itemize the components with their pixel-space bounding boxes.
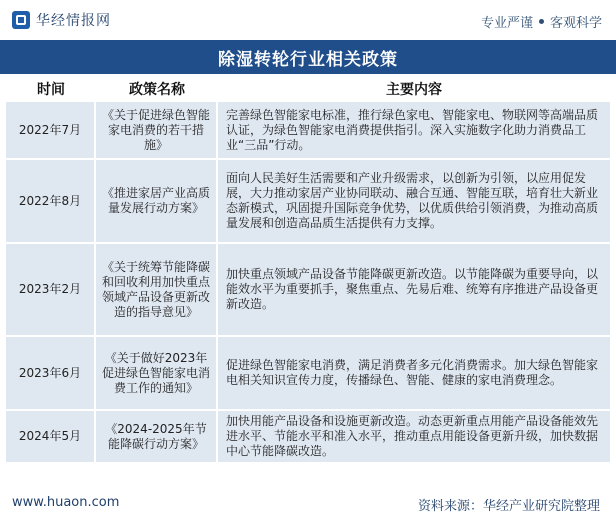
row-date: 2022年7月 [6, 102, 96, 158]
top-bar [0, 0, 616, 40]
row-date: 2022年8月 [6, 160, 96, 242]
row-policy-name: 《2024-2025年节能降碳行动方案》 [96, 411, 218, 462]
row-date: 2023年6月 [6, 337, 96, 409]
footer-url: www.huaon.com [12, 495, 120, 510]
row-content: 完善绿色智能家电标准，推行绿色家电、智能家电、物联网等高端品质认证，为绿色智能家电消费提供指引。深入实施数字化助力消费品工业“三品”行动。 [218, 102, 610, 158]
table-header-row [6, 78, 610, 100]
logo-text: 华经情报网 [36, 13, 111, 29]
row-content: 加快重点领域产品设备节能降碳更新改造。以节能降碳为重要导向，以能效水平为重要抓手，聚焦重点、先易后难、统筹有序推进产品设备更新改造。 [218, 244, 610, 335]
table-row [6, 160, 610, 242]
logo-icon [12, 11, 30, 29]
slogan-right: 客观科学 [549, 16, 602, 31]
table-row [6, 102, 610, 158]
row-policy-name: 《关于促进绿色智能家电消费的若干措施》 [96, 102, 218, 158]
table-row [6, 411, 610, 462]
table-row [6, 337, 610, 409]
column-header-content: 主要内容 [218, 78, 610, 100]
slogan [481, 12, 602, 31]
page-title: 除湿转轮行业相关政策 [0, 40, 616, 74]
slogan-left: 专业严谨 [480, 16, 533, 31]
row-content: 面向人民美好生活需要和产业升级需求，以创新为引领，以应用促发展，大力推动家居产业协同联动、融合互通、智能互联，培育壮大新业态新模式，巩固提升国际竞争优势，以优质供给引领消费，为推动高质量发展和创造高品质生活提供有力支撑。 [218, 160, 610, 242]
footer [0, 484, 616, 524]
row-policy-name: 《推进家居产业高质量发展行动方案》 [96, 160, 218, 242]
column-header-date: 时间 [6, 78, 96, 100]
row-content: 加快用能产品设备和设施更新改造。动态更新重点用能产品设备能效先进水平、节能水平和准入水平，推动重点用能设备更新升级，加快数据中心节能降碳改造。 [218, 411, 610, 462]
footer-source: 资料来源：华经产业研究院整理 [417, 499, 600, 514]
dot-separator-icon [539, 19, 544, 24]
row-policy-name: 《关于做好2023年促进绿色智能家电消费工作的通知》 [96, 337, 218, 409]
column-header-policy-name: 政策名称 [96, 78, 218, 100]
row-policy-name: 《关于统筹节能降碳和回收利用加快重点领域产品设备更新改造的指导意见》 [96, 244, 218, 335]
row-date: 2024年5月 [6, 411, 96, 462]
row-date: 2023年2月 [6, 244, 96, 335]
row-content: 促进绿色智能家电消费，满足消费者多元化消费需求。加大绿色智能家电相关知识宣传力度，传播绿色、智能、健康的家电消费理念。 [218, 337, 610, 409]
brand-logo [12, 10, 111, 30]
table-row [6, 244, 610, 335]
policy-table [6, 76, 610, 464]
